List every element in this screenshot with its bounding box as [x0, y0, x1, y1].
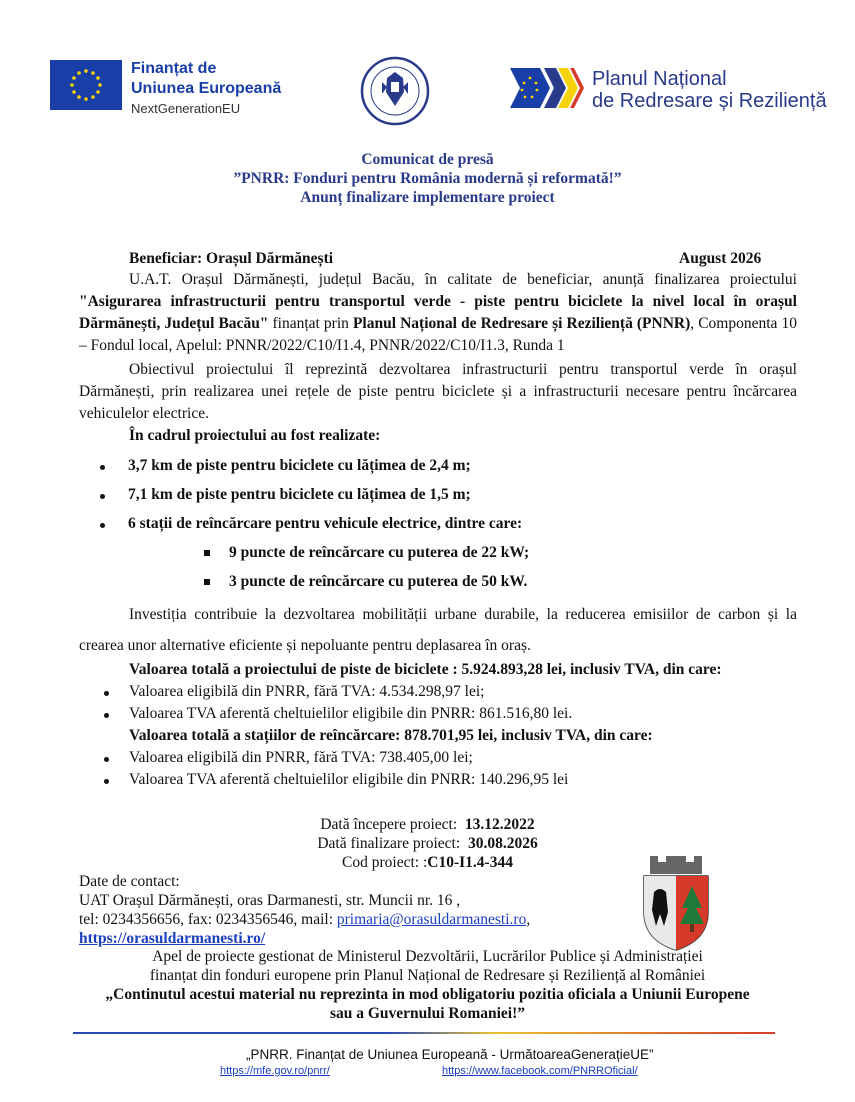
realized-heading: În cadrul proiectului au fost realizate: [129, 427, 381, 444]
romanian-government-seal-icon [360, 54, 430, 128]
release-date: August 2026 [679, 250, 762, 267]
title-line2: ”PNRR: Fonduri pentru România modernă și reformată!” [233, 170, 622, 187]
disclaimer-line1: „Continutul acestui material nu reprezinta in mod obligatoriu pozitia oficiala a Uniunii Europene [105, 986, 750, 1003]
contact-block [79, 872, 639, 948]
bullet-icon [104, 757, 109, 762]
intro-text-a: U.A.T. Orașul Dărmănești, județul Bacău, în calitate de beneficiar, anunță finalizarea proiectului [129, 271, 797, 288]
project-code-value: C10-I1.4-344 [427, 854, 513, 871]
title-line1: Comunicat de presă [361, 151, 494, 168]
list-item-text: 3,7 km de piste pentru biciclete cu lățimea de 2,4 m; [128, 457, 471, 474]
list-item-text: 6 stații de reîncărcare pentru vehicule electrice, dintre care: [128, 515, 523, 532]
contact-phones: tel: 0234356656, fax: 0234356546, mail: [79, 911, 337, 928]
value-item [104, 705, 572, 723]
bullet-icon [104, 713, 109, 718]
list-item [100, 515, 522, 533]
bike-value-heading: Valoarea totală a proiectului de piste de biciclete : 5.924.893,28 lei, inclusiv TVA, din care: [129, 661, 722, 678]
disclaimer-line2: sau a Guvernului Romaniei!” [329, 1005, 526, 1022]
contact-phones-row [79, 910, 639, 929]
footer-facebook-link[interactable]: https://www.facebook.com/PNRROficial/ [442, 1065, 638, 1077]
square-bullet-icon [204, 550, 210, 556]
website-link[interactable]: https://orasuldarmanesti.ro/ [79, 930, 266, 947]
charging-item [204, 573, 527, 591]
bullet-icon [100, 523, 105, 528]
project-code-label: Cod proiect: : [342, 854, 428, 871]
charging-item [204, 544, 529, 562]
title-line3: Anunț finalizare implementare proiect [300, 189, 555, 206]
eu-line3: NextGenerationEU [131, 101, 241, 116]
pnrr-line2: de Redresare și Reziliență [592, 90, 827, 112]
footer-divider [73, 1032, 775, 1034]
project-dates [0, 815, 855, 872]
eu-line2: Uniunea Europeană [131, 80, 282, 97]
list-item [100, 457, 471, 475]
intro-paragraph [79, 269, 797, 357]
end-date-label: Dată finalizare proiect: [317, 835, 461, 852]
value-item-text: Valoarea eligibilă din PNRR, fără TVA: 738.405,00 lei; [129, 749, 473, 766]
end-date-row [0, 834, 855, 853]
value-item [104, 749, 473, 767]
value-item-text: Valoarea TVA aferentă cheltuielilor eligibile din PNRR: 140.296,95 lei [129, 771, 569, 788]
email-link[interactable]: primaria@orasuldarmanesti.ro [336, 911, 527, 928]
investment-paragraph: Investiția contribuie la dezvoltarea mobilității urbane durabile, la reducerea emisiilor de carbon și la crearea unor alternative eficiente și nepoluante pentru deplasarea în oraș. [79, 606, 797, 654]
contact-comma: , [526, 911, 531, 928]
start-date-label: Dată începere proiect: [320, 816, 458, 833]
eu-stars-icon [50, 60, 122, 110]
eu-line1: Finanțat de [131, 60, 217, 77]
pnrr-arrow-logo [508, 66, 586, 110]
footer-mfe-link[interactable]: https://mfe.gov.ro/pnrr/ [220, 1065, 330, 1077]
value-item [104, 771, 568, 789]
project-name: "Asigurarea infrastructurii pentru transportul verde - piste pentru biciclete la nivel local în orașul Dărmănești, Județul Bacău" [79, 293, 797, 332]
project-code-row [0, 853, 855, 872]
station-value-heading: Valoarea totală a stațiilor de reîncărcare: 878.701,95 lei, inclusiv TVA, din care: [129, 727, 653, 744]
bullet-icon [100, 494, 105, 499]
charging-item-text: 3 puncte de reîncărcare cu puterea de 50 kW. [229, 573, 528, 590]
closing-line1: Apel de proiecte gestionat de Ministerul Dezvoltării, Lucrărilor Publice și Administrației [152, 948, 703, 965]
eu-flag-logo [50, 60, 122, 110]
eu-funding-text [131, 59, 281, 119]
list-item-text: 7,1 km de piste pentru biciclete cu lățimea de 1,5 m; [128, 486, 471, 503]
contact-heading: Date de contact: [79, 873, 180, 890]
value-item [104, 683, 484, 701]
program-name: Planul Național de Redresare și Reziliență (PNNR) [352, 315, 691, 332]
intro-text-c: finanțat prin [268, 315, 353, 332]
value-item-text: Valoarea TVA aferentă cheltuielilor eligibile din PNRR: 861.516,80 lei. [129, 705, 573, 722]
pnrr-logo-text [592, 68, 827, 112]
bullet-icon [104, 779, 109, 784]
footer-slogan: „PNRR. Finanțat de Uniunea Europeană - UrmătoareaGenerațieUE” [246, 1047, 654, 1062]
pnrr-flag-arrow-icon [508, 66, 586, 110]
charging-item-text: 9 puncte de reîncărcare cu puterea de 22 kW; [229, 544, 530, 561]
start-date-row [0, 815, 855, 834]
closing-block [0, 947, 855, 1023]
square-bullet-icon [204, 579, 210, 585]
city-coat-of-arms-icon [636, 852, 716, 952]
bullet-icon [104, 691, 109, 696]
bullet-icon [100, 465, 105, 470]
press-release-title [0, 150, 855, 207]
value-item-text: Valoarea eligibilă din PNRR, fără TVA: 4.534.298,97 lei; [129, 683, 485, 700]
end-date-value: 30.08.2026 [467, 835, 538, 852]
beneficiary: Beneficiar: Orașul Dărmănești [129, 250, 334, 267]
closing-line2: finanțat din fonduri europene prin Planul Național de Redresare și Reziliență al României [149, 967, 706, 984]
pnrr-line1: Planul Național [592, 68, 727, 90]
objective-paragraph: Obiectivul proiectului îl reprezintă dezvoltarea infrastructurii pentru transportul verde în orașul Dărmănești, prin realizarea unei rețele de piste pentru biciclete și a infrastructurii necesare pentru încărcarea vehiculelor electrice. [79, 361, 797, 422]
intro-text-e: , Componenta 10 – Fondul local, Apelul: PNNR/2022/C10/I1.4, PNNR/2022/C10/I1.3, Runda 1 [79, 315, 798, 354]
contact-address: UAT Orașul Dărmănești, oras Darmanesti, str. Muncii nr. 16 , [79, 892, 461, 909]
list-item [100, 486, 471, 504]
start-date-value: 13.12.2022 [464, 816, 535, 833]
